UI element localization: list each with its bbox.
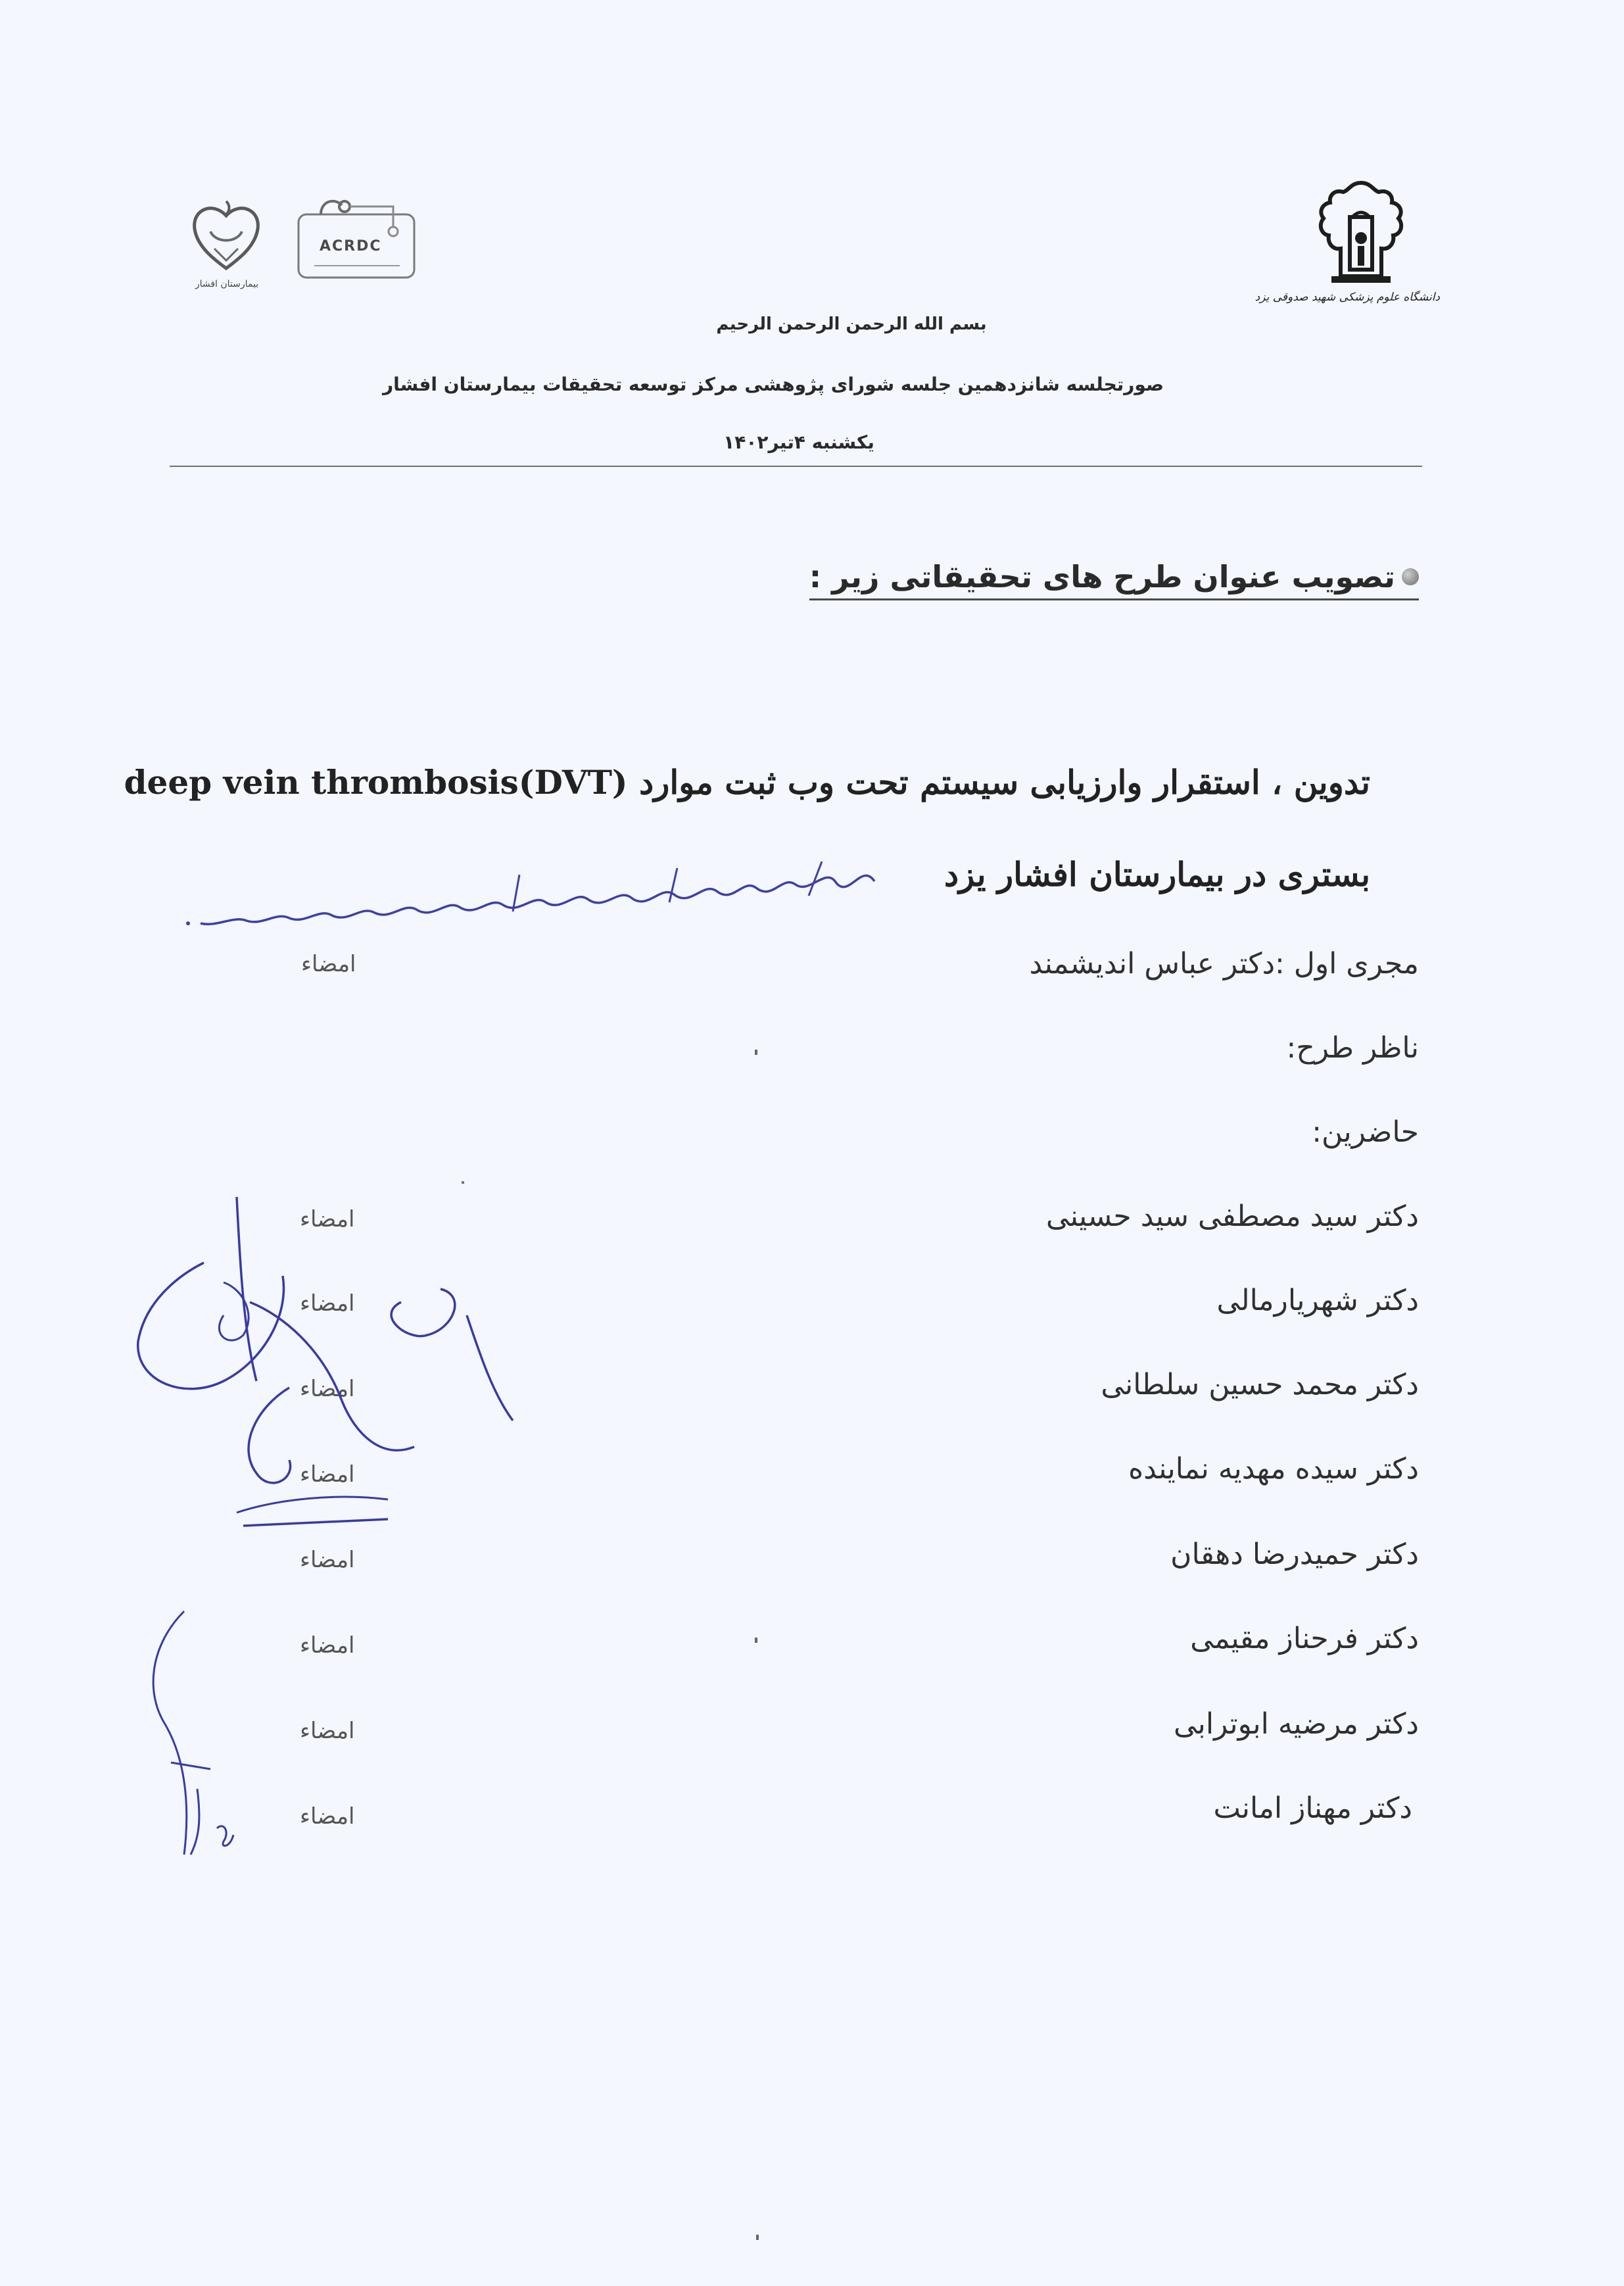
attendee-sign-label: امضاء — [300, 1290, 355, 1317]
attendee-sign-label: امضاء — [300, 1803, 355, 1830]
meeting-title: صورتجلسه شانزدهمین جلسه شورای پژوهشی مرکز توسعه تحقیقات بیمارستان افشار — [382, 374, 1164, 395]
scan-speck — [756, 2235, 759, 2240]
attendee-sign-label: امضاء — [300, 1718, 355, 1744]
hospital-logo — [178, 197, 276, 303]
attendee-name: دکتر سید مصطفی سید حسینی — [1046, 1200, 1419, 1233]
attendee-name: دکتر محمد حسین سلطانی — [1101, 1368, 1419, 1401]
scan-speck — [755, 1050, 757, 1055]
acrdc-logo — [295, 195, 419, 280]
scan-speck — [755, 1638, 757, 1643]
attendee-name: دکتر سیده مهدیه نماینده — [1128, 1452, 1419, 1486]
basmala: بسم الله الرحمن الرحمن الرحیم — [716, 314, 987, 334]
signature-1 — [125, 1184, 519, 1552]
university-caption: دانشگاه علوم پزشکی شهید صدوقی یزد — [1254, 291, 1440, 304]
attendee-sign-label: امضاء — [300, 1376, 355, 1402]
bullet-icon — [1402, 568, 1419, 585]
attendee-sign-label: امضاء — [300, 1206, 355, 1232]
scan-speck — [462, 1181, 464, 1184]
attendee-sign-label: امضاء — [300, 1632, 355, 1659]
university-logo — [1254, 178, 1440, 309]
attendee-name: دکتر فرحناز مقیمی — [1190, 1622, 1419, 1655]
supervisor-label: ناظر طرح: — [1286, 1031, 1419, 1065]
attendee-name: دکتر شهریارمالی — [1216, 1284, 1419, 1317]
attendees-label: حاضرین: — [1312, 1115, 1419, 1149]
project-title-line1: تدوین ، استقرار وارزیابی سیستم تحت وب ثبت موارد deep vein thrombosis(DVT) — [124, 763, 1370, 802]
attendee-name: دکتر حمیدرضا دهقان — [1170, 1538, 1419, 1571]
attendee-sign-label: امضاء — [300, 1547, 355, 1573]
handwritten-note — [178, 855, 888, 927]
acrdc-text: ACRDC — [320, 238, 382, 255]
attendee-name: دکتر مرضیه ابوترابی — [1173, 1707, 1419, 1741]
section-title — [809, 559, 1419, 600]
signature-2 — [138, 1605, 243, 1868]
attendee-name: دکتر مهناز امانت — [1213, 1791, 1412, 1825]
hospital-caption: بیمارستان افشار — [195, 279, 259, 289]
attendee-sign-label: امضاء — [300, 1461, 355, 1488]
meeting-date: یکشنبه ۴تیر۱۴۰۲ — [723, 431, 874, 453]
project-title-line2: بستری در بیمارستان افشار یزد — [943, 855, 1370, 894]
executor-label: مجری اول :دکتر عباس اندیشمند — [1029, 947, 1419, 981]
executor-sign-label: امضاء — [301, 951, 356, 977]
section-title-text: تصویب عنوان طرح های تحقیقاتی زیر : — [809, 559, 1395, 595]
header-divider — [170, 466, 1422, 467]
